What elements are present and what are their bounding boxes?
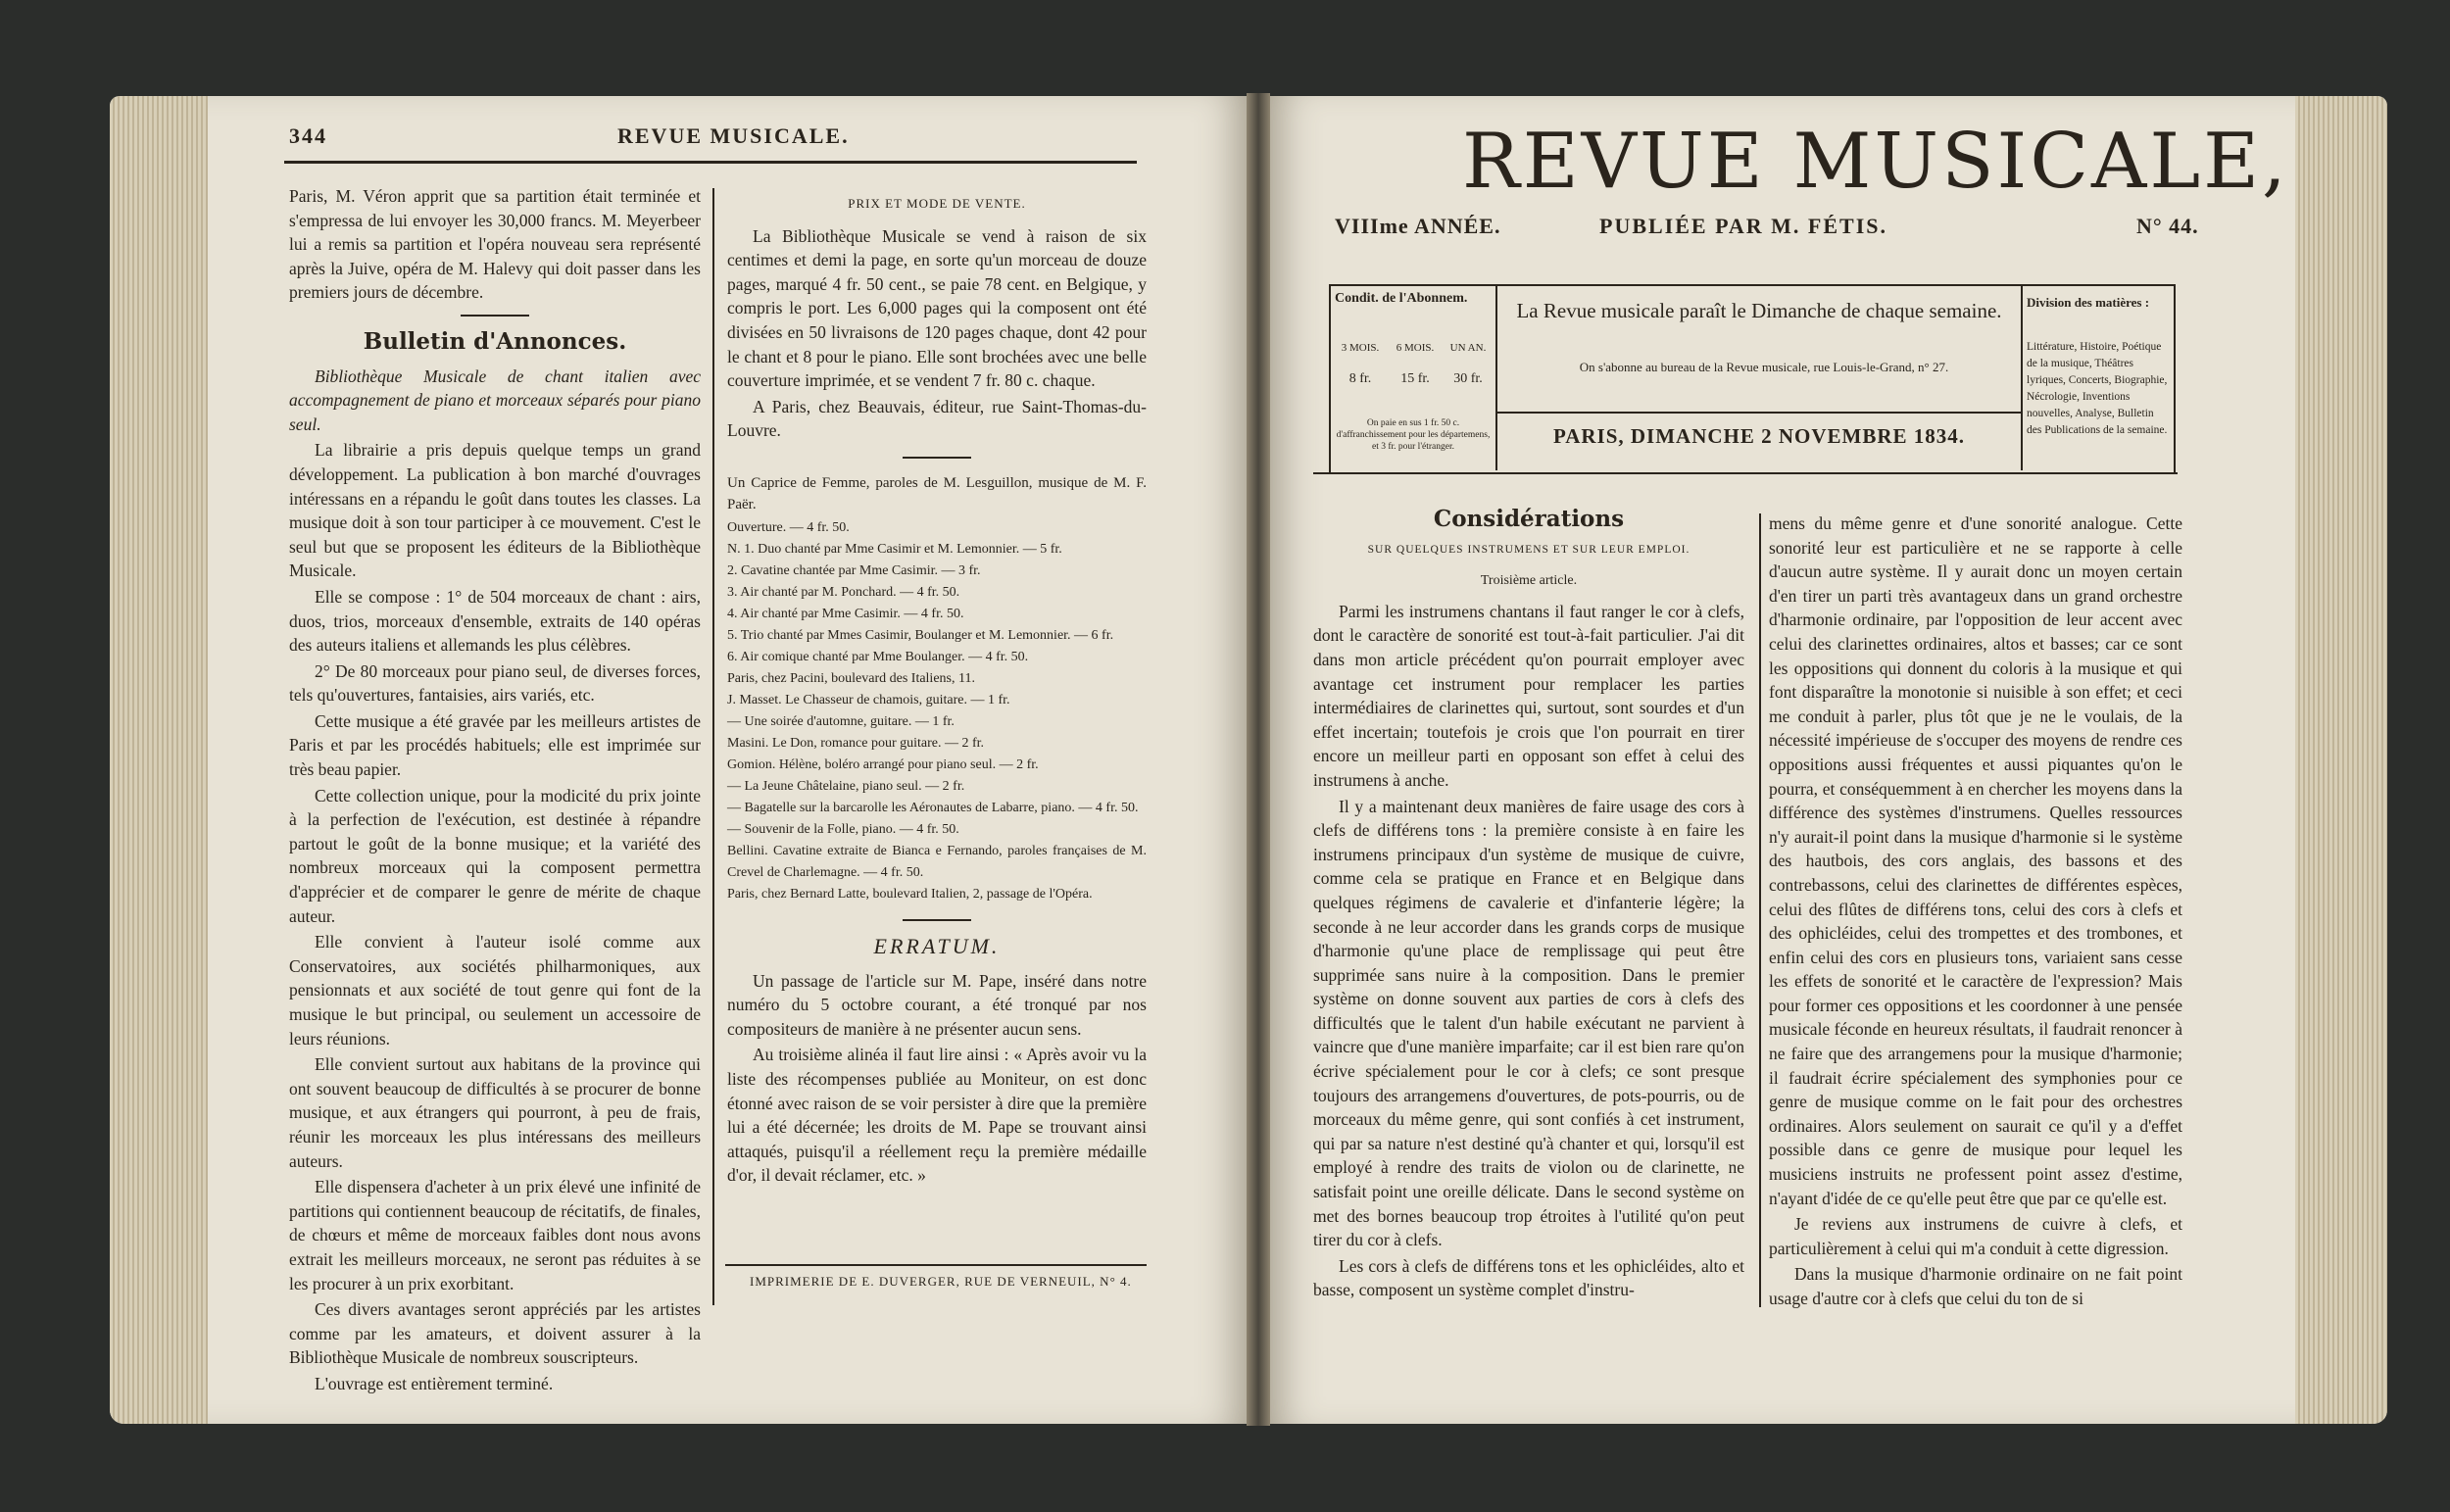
tagline: La Revue musicale paraît le Dimanche de chaque semaine. xyxy=(1516,299,2002,322)
list-item: Paris, chez Bernard Latte, boulevard Italien, 2, passage de l'Opéra. xyxy=(727,886,1093,902)
publisher: PUBLIÉE PAR M. FÉTIS. xyxy=(1599,214,1888,238)
list-item: J. Masset. Le Chasseur de chamois, guitare. — 1 fr. xyxy=(727,692,1010,707)
abonnement-col: 6 MOIS. xyxy=(1396,342,1435,354)
erratum-heading: ERRATUM. xyxy=(873,933,1001,958)
running-head: REVUE MUSICALE. xyxy=(617,123,850,148)
box-divider xyxy=(1497,412,2021,414)
list-item: — Bagatelle sur la barcarolle les Aéronautes de Labarre, piano. — 4 fr. 50. xyxy=(727,800,1139,815)
paragraph: Parmi les instrumens chantans il faut ranger le cor à clefs, dont le caractère de sonorité est tout-à-fait particulier. J'ai dit dans mon article précédent qu'on pourrait employer avec avantage cet instrument pour remplacer les parties intermédiaires de clarinettes qui, surtout, sont sourdes et d'un effet incertain; toutefois je crois que l'on pourrait en tirer encore un meilleur parti en opposant son effet à celui des instrumens à anche. xyxy=(1313,601,1744,790)
list-item: Bellini. Cavatine extraite de Bianca e Fernando, paroles françaises de M. Crevel de Charlemagne. — 4 fr. 50. xyxy=(727,843,1147,880)
right-page-edges xyxy=(2295,96,2387,1424)
masthead: REVUE MUSICALE, xyxy=(1462,118,2289,206)
list-item: 5. Trio chanté par Mmes Casimir, Boulanger et M. Lemonnier. — 6 fr. xyxy=(727,627,1114,643)
paragraph: Elle convient à l'auteur isolé comme aux Conservatoires, aux sociétés philharmoniques, aux pensionnats et aux société de tout genre qui font de la musique le but principal, ou seulement un accessoire de leurs réunions. xyxy=(289,932,701,1049)
column-rule xyxy=(712,188,714,1305)
paragraph: Paris, M. Véron apprit que sa partition était terminée et s'empressa de lui envoyer les 30,000 francs. M. Meyerbeer lui a remis sa partition et l'opéra nouveau sera représenté après la Juive, opéra de M. Halevy qui doit passer dans les premiers jours de décembre. xyxy=(289,186,701,303)
list-item: N. 1. Duo chanté par Mme Casimir et M. Lemonnier. — 5 fr. xyxy=(727,541,1062,557)
section-rule xyxy=(903,457,971,459)
left-column-1 xyxy=(289,184,701,1398)
abonnement-heading: Condit. de l'Abonnem. xyxy=(1335,291,1468,306)
price-heading: PRIX ET MODE DE VENTE. xyxy=(848,196,1026,211)
list-item: Masini. Le Don, romance pour guitare. — 2 fr. xyxy=(727,735,985,751)
issue-number: N° 44. xyxy=(2136,214,2199,238)
list-item: Gomion. Hélène, boléro arrangé pour piano seul. — 2 fr. xyxy=(727,756,1039,772)
right-column-1 xyxy=(1313,508,1744,1304)
abonnement-col: 3 MOIS. xyxy=(1341,342,1380,354)
section-heading: Bulletin d'Annonces. xyxy=(363,327,627,355)
publication-list xyxy=(727,517,1147,905)
paragraph: Il y a maintenant deux manières de faire usage des cors à clefs de différens tons : la première consiste à en faire les instrumens principaux d'un système de musique de cuivre, comme cela se pratique en France et en Belgique dans quelques régimens de cavalerie et d'infanterie légère; la seconde à ne leur accorder dans les grands corps de musique d'harmonie qu'une place de remplissage qui peut être supprimée sans nuire à la composition. Dans le premier système on donne souvent aux parties de cors à clefs des difficultés que le talent d'un habile exécutant ne parvient à vaincre que d'une manière imparfaite; car il est bien rare qu'on écrive spécialement pour le cor à clefs; ce sont presque toujours des arrangemens d'ouvertures, de pots-pourris, ou de morceaux du même genre, qui sont confiés à cet instrument, qui par sa nature n'est destiné qu'à chanter et qui, lorsqu'il est employé à rendre des traits de violon ou de clarinette, ne satisfait point une oreille délicate. Dans le second système on met des bornes beaucoup trop étroites à l'utilité qu'on peut tirer du cor à clefs. xyxy=(1313,796,1744,1250)
paragraph: La librairie a pris depuis quelque temps un grand développement. La publication à bon marché d'ouvrages intéressans en a répandu le goût dans toutes les classes. La musique doit à son tour participer à ce mouvement. C'est le seul but que se proposent les éditeurs de la Bibliothèque Musicale. xyxy=(289,440,701,581)
imprint-rule xyxy=(725,1264,1147,1266)
list-item: Ouverture. — 4 fr. 50. xyxy=(727,519,850,535)
list-item: 6. Air comique chanté par Mme Boulanger. — 4 fr. 50. xyxy=(727,649,1029,664)
section-rule xyxy=(903,919,971,921)
year: VIIIme ANNÉE. xyxy=(1335,214,1501,238)
imprint: IMPRIMERIE DE E. DUVERGER, RUE DE VERNEUIL, N° 4. xyxy=(750,1274,1132,1289)
article-part: Troisième article. xyxy=(1480,573,1578,589)
article-subheading: SUR QUELQUES INSTRUMENS ET SUR LEUR EMPLOI. xyxy=(1367,543,1690,556)
left-column-2 xyxy=(727,188,1147,1190)
book-spine xyxy=(1247,93,1270,1426)
paragraph: Elle se compose : 1° de 504 morceaux de chant : airs, duos, trios, morceaux d'ensemble, extraits de 140 opéras des auteurs italiens et allemands les plus célèbres. xyxy=(289,586,701,656)
list-item: 4. Air chanté par Mme Casimir. — 4 fr. 50. xyxy=(727,606,964,621)
abonnement-price: 15 fr. xyxy=(1400,371,1430,386)
list-item: Paris, chez Pacini, boulevard des Italiens, 11. xyxy=(727,670,975,686)
header-rule xyxy=(1313,472,2178,474)
paragraph: Les cors à clefs de différens tons et les ophicléides, alto et basse, composent un système complet d'instru- xyxy=(1313,1255,1744,1300)
abonnement-price: 30 fr. xyxy=(1453,371,1483,386)
paragraph: L'ouvrage est entièrement terminé. xyxy=(315,1373,554,1393)
address: On s'abonne au bureau de la Revue musicale, rue Louis-le-Grand, n° 27. xyxy=(1579,360,1949,374)
list-item: 3. Air chanté par M. Ponchard. — 4 fr. 50. xyxy=(727,584,960,600)
section-rule xyxy=(461,315,529,317)
paragraph: Elle dispensera d'acheter à un prix élevé une infinité de partitions qui contiennent beaucoup de récitatifs, de finales, de chœurs et même de morceaux faibles dont nous avons extrait les meilleurs morceaux, ne seront pas réduites à se les procurer à un prix exorbitant. xyxy=(289,1177,701,1293)
abonnement-col: UN AN. xyxy=(1449,342,1487,354)
paragraph: Bibliothèque Musicale de chant italien avec accompagnement de piano et morceaux séparés pour piano seul. xyxy=(289,366,701,434)
box-divider xyxy=(2021,284,2023,470)
paragraph: Un passage de l'article sur M. Pape, inséré dans notre numéro du 5 octobre courant, a été tronqué par nos compositeurs de manière à ne présenter aucun sens. xyxy=(727,970,1147,1039)
page-number: 344 xyxy=(289,123,327,148)
paragraph: Cette musique a été gravée par les meilleurs artistes de Paris et par les procédés habituels; elle est imprimée sur très beau papier. xyxy=(289,710,701,780)
paragraph: Ces divers avantages seront appréciés par les artistes comme par les amateurs, et doivent assurer à la Bibliothèque Musicale de nombreux souscripteurs. xyxy=(289,1299,701,1368)
list-item: — Une soirée d'automne, guitare. — 1 fr. xyxy=(727,713,955,729)
paragraph: La Bibliothèque Musicale se vend à raison de six centimes et demi la page, en sorte qu'un morceau de douze pages, marqué 4 fr. 50 cent., se paie 78 cent. en Belgique, y compris le port. Les 6,000 pages qui la composent ont été divisées en 50 livraisons de 120 pages chaque, dont 42 pour le chant et 8 pour le piano. Elle sont brochées avec une belle couverture imprimée, et se vendent 7 fr. 80 c. chaque. xyxy=(727,225,1147,391)
paragraph: A Paris, chez Beauvais, éditeur, rue Saint-Thomas-du-Louvre. xyxy=(727,396,1147,441)
paragraph: Dans la musique d'harmonie ordinaire on ne fait point usage d'autre cor à clefs que celui du ton de si xyxy=(1769,1264,2182,1308)
paragraph: Elle convient surtout aux habitans de la province qui ont souvent beaucoup de difficultés à se procurer de bonne musique, et aux étrangers qui pourront, à peu de frais, réunir les morceaux les plus intéressans des meilleurs auteurs. xyxy=(289,1054,701,1171)
divisions-heading: Division des matières : xyxy=(2027,295,2150,310)
paragraph: 2° De 80 morceaux pour piano seul, de diverses forces, tels qu'ouvertures, fantaisies, airs variés, etc. xyxy=(289,660,701,706)
left-page-edges xyxy=(110,96,208,1424)
right-column-2 xyxy=(1769,512,2182,1313)
header-rule xyxy=(284,161,1137,164)
caprice-title: Un Caprice de Femme, paroles de M. Lesguillon, musique de M. F. Paër. xyxy=(727,474,1147,512)
abonnement-note: On paie en sus 1 fr. 50 c. d'affranchissement pour les départemens, et 3 fr. pour l'étranger. xyxy=(1336,418,1491,452)
divisions-text: Littérature, Histoire, Poétique de la musique, Théâtres lyriques, Concerts, Biographie, Nécrologie, Inventions nouvelles, Analyse, Bulletin des Publications de la semaine. xyxy=(2027,341,2168,436)
paragraph: Je reviens aux instrumens de cuivre à clefs, et particulièrement à celui qui m'a conduit à cette digression. xyxy=(1769,1214,2182,1258)
paragraph: Au troisième alinéa il faut lire ainsi : « Après avoir vu la liste des récompenses publiée au Moniteur, on est donc étonné avec raison de se voir persister à dire que la première lui a été décernée; les droits de M. Pape se trouvant ainsi attaqués, puisqu'il a réellement reçu la première médaille d'or, il devait réclamer, etc. » xyxy=(727,1045,1147,1186)
paragraph: mens du même genre et d'une sonorité analogue. Cette sonorité leur est particulière et ne se rapporte à celle d'aucun autre système. Il y aurait donc un moyen certain d'en tirer un parti très avantageux dans un grand orchestre d'harmonie ordinaire, par l'opposition de leur accent avec celui des clarinettes ordinaires, altos et basses; car ce sont les oppositions qui donnent du coloris à la musique et qui font disparaître la monotonie si nuisible à son effet; et ceci me conduit à parler, plus tôt que je ne le voulais, de la nécessité impérieuse de s'occuper des moyens de rendre ces oppositions aussi fréquentes et aussi piquantes qu'on le pourra, et conséquemment à en chercher les moyens dans la différence des systèmes d'instrumens. Quelles ressources n'y aurait-il point dans la musique d'harmonie si le système des hautbois, des cors anglais, des bassons et des contrebassons, celui des clarinettes de différentes espèces, celui des flûtes de différens tons, celui des cors à clefs et des ophicléides, celui des trompettes et des trombones, et enfin celui des cors en plusieurs tons, variaient sans cesse les effets de sonorité et le caractère de l'expression? Mais pour former ces oppositions et les coordonner à une pensée musicale féconde en heureux résultats, il faudrait renoncer à ne faire que des arrangemens pour la musique d'harmonie; il faudrait écrire spécialement des symphonies pour ce genre de musique comme on le fait pour des orchestres ordinaires. Alors seulement on saurait ce qu'il y a d'effet possible dans ce genre de musique pour lequel les musiciens instruits ne professent point assez d'estime, n'ayant d'idée de ce qu'elle peut être que par ce qu'elle est. xyxy=(1769,513,2182,1208)
list-item: — La Jeune Châtelaine, piano seul. — 2 fr. xyxy=(727,778,965,794)
list-item: — Souvenir de la Folle, piano. — 4 fr. 50. xyxy=(727,821,959,837)
list-item: 2. Cavatine chantée par Mme Casimir. — 3 fr. xyxy=(727,562,981,578)
box-divider xyxy=(1495,284,1497,470)
paragraph: Cette collection unique, pour la modicité du prix jointe à la perfection de l'exécution, est destinée à répandre partout le goût de la bonne musique; et la variété des nombreux morceaux qui la composent permettra d'apprécier et de comparer le genre de mérite de chaque auteur. xyxy=(289,785,701,926)
issue-date: PARIS, DIMANCHE 2 NOVEMBRE 1834. xyxy=(1552,424,1966,448)
column-rule xyxy=(1759,513,1761,1307)
article-heading: Considérations xyxy=(1433,506,1625,532)
abonnement-price: 8 fr. xyxy=(1348,371,1372,386)
